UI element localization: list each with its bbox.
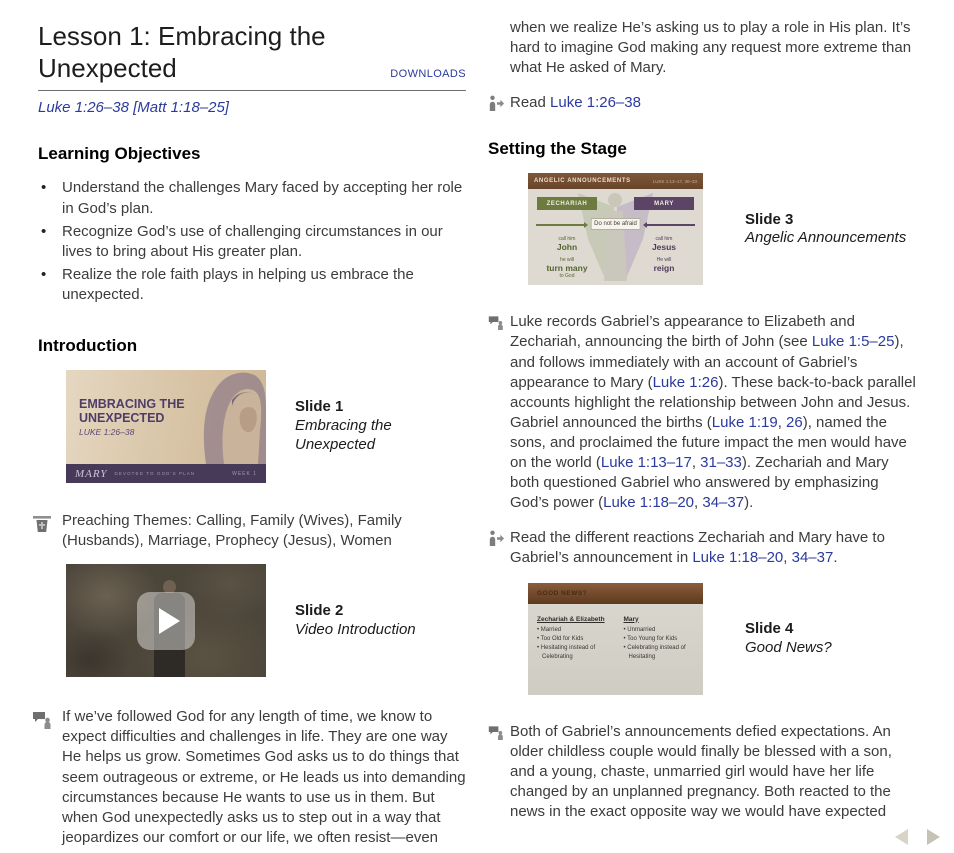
slide1-caption-label: Slide 1 (295, 398, 344, 416)
series-week: WEEK 1 (232, 470, 257, 477)
green-arrow (536, 224, 584, 225)
setting-the-stage-heading: Setting the Stage (488, 139, 627, 159)
scripture-link[interactable]: Luke 1:18–20 (692, 549, 784, 567)
slide3-caption-title: Angelic Announcements (745, 229, 907, 247)
speaker-icon (488, 314, 504, 330)
preaching-themes-text: Preaching Themes: Calling, Family (Wives), Family (Husbands), Marriage, Prophecy (Jesus), Women (62, 512, 402, 550)
slide2-video-thumbnail[interactable] (66, 564, 266, 677)
slide3-header-bar: ANGELIC ANNOUNCEMENTS LUKE 1:13–17, 30–33 (528, 173, 703, 189)
slide3-caption-label: Slide 3 (745, 210, 794, 228)
scripture-link[interactable]: Luke 1:26 (652, 373, 719, 391)
learning-objectives-list (38, 178, 466, 305)
slide1-art-reference: LUKE 1:26–38 (79, 427, 135, 438)
slide4-list-item: • Too Old for Kids (537, 635, 613, 644)
slide1-caption (295, 398, 466, 454)
slide1-series-bar (66, 464, 266, 483)
objective-item: • Understand the challenges Mary faced by accepting her role in God’s plan. (38, 178, 466, 218)
read-action-row (488, 93, 916, 113)
prev-arrow-icon[interactable] (895, 829, 908, 845)
slide1-caption-title: Embracing the Unexpected (295, 417, 392, 453)
stage-paragraph-row (488, 312, 916, 513)
slide2-caption-label: Slide 2 (295, 601, 344, 619)
passage-reference-link[interactable]: Luke 1:26–38 [Matt 1:18–25] (38, 99, 229, 117)
objective-item: • Realize the role faith plays in helping us embrace the unexpected. (38, 265, 466, 305)
left-column (38, 12, 466, 848)
scripture-link[interactable]: Luke 1:19 (711, 413, 778, 431)
right-column (488, 12, 916, 848)
learning-objectives-heading: Learning Objectives (38, 144, 201, 164)
slide4-row (528, 583, 916, 695)
slide4-zechariah-column: Zechariah & Elizabeth • Married • Too Old for Kids • Hesitating instead of Celebrating (537, 616, 613, 662)
stage-paragraph: Luke records Gabriel’s appearance to Elizabeth and Zechariah, announcing the birth of John (see Luke 1:5–25), and follows immediately with an account of Gabriel’s appearance to Mary (Luke 1:26). These back-to-back parallel accounts highlight the relationship between John and Jesus. Gabriel announced the births (Luke 1:19, 26), named the sons, and proclaimed the future impact the men would have on the world (Luke 1:13–17, 31–33). Zechariah and Mary both questioned Gabriel who answered by emphasizing God’s power (Luke 1:18–20, 34–37). (510, 313, 916, 512)
read-action-row-2 (488, 528, 916, 568)
scripture-link[interactable]: 34–37 (791, 549, 834, 567)
slide3-left-text: call him John he will turn many to God (546, 236, 588, 280)
slide2-row (66, 564, 466, 677)
slide3-center-label: Do not be afraid (590, 218, 641, 230)
person-arrow-icon (488, 95, 504, 111)
closing-paragraph: Both of Gabriel’s announcements defied expectations. An older childless couple would finally be blessed with a son, and a young, chaste, unmarried girl would have her life changed by an unplanned pregnancy. Both reacted to the news in the exact opposite way we would have expected (510, 722, 892, 820)
slide4-header-bar: GOOD NEWS? (528, 583, 703, 604)
scripture-link[interactable]: 34–37 (702, 494, 745, 512)
speaker-icon (32, 709, 52, 729)
slide3-zechariah-box: ZECHARIAH (537, 197, 597, 210)
slide3-row (528, 173, 916, 285)
slide4-list-item: • Celebrating instead of Hesitating (624, 644, 700, 662)
person-arrow-icon (488, 530, 504, 546)
slide4-list-item: • Unmarried (624, 626, 700, 635)
slide4-list-item: • Hesitating instead of Celebrating (537, 644, 613, 662)
slide1-thumbnail[interactable] (66, 370, 266, 483)
read-instruction-1: Read Luke 1:26–38 (510, 94, 641, 112)
next-arrow-icon[interactable] (927, 829, 940, 845)
series-tagline: DEVOTED TO GOD’S PLAN (114, 471, 196, 477)
slide2-caption (295, 602, 416, 640)
pulpit-icon (32, 513, 52, 533)
slide4-thumbnail[interactable] (528, 583, 703, 695)
scripture-link[interactable]: Luke 1:18–20 (603, 494, 695, 512)
page-navigation (895, 829, 940, 845)
play-button[interactable] (137, 592, 195, 650)
slide4-list-item: • Too Young for Kids (624, 635, 700, 644)
scripture-link[interactable]: 31–33 (700, 454, 742, 472)
slide1-row (66, 370, 466, 483)
slide4-mary-column: Mary • Unmarried • Too Young for Kids • Celebrating instead of Hesitating (624, 616, 700, 662)
series-name: MARY (75, 467, 108, 480)
teaching-paragraph-row (32, 707, 466, 848)
purple-arrow (647, 224, 695, 225)
slide3-thumbnail[interactable] (528, 173, 703, 285)
slide4-columns (537, 616, 699, 662)
slide3-mary-box: MARY (634, 197, 694, 210)
document-header (38, 12, 466, 91)
scripture-link[interactable]: 26 (786, 413, 803, 431)
slide4-caption-title: Good News? (745, 638, 832, 656)
scripture-link[interactable]: Luke 1:13–17 (600, 454, 692, 472)
slide1-art-title: EMBRACING THE UNEXPECTED (79, 397, 185, 426)
scripture-link[interactable]: Luke 1:5–25 (811, 333, 895, 351)
slide3-caption (745, 211, 906, 249)
objective-item: • Recognize God’s use of challenging circumstances in our lives to bring about His greater plan. (38, 222, 466, 262)
play-icon (159, 608, 180, 634)
downloads-button[interactable]: DOWNLOADS (390, 68, 466, 81)
slide4-list-item: • Married (537, 626, 613, 635)
speaker-icon (488, 724, 504, 740)
introduction-heading: Introduction (38, 336, 138, 356)
slide4-caption (745, 620, 832, 658)
read-instruction-2: Read the different reactions Zechariah and Mary have to Gabriel’s announcement in Luke 1:18–20, 34–37. (510, 529, 885, 567)
slide3-right-text: call him Jesus He will reign (651, 236, 677, 273)
slide2-caption-title: Video Introduction (295, 620, 416, 638)
slide4-caption-label: Slide 4 (745, 619, 794, 637)
continuation-paragraph: when we realize He’s asking us to play a role in His plan. It’s hard to imagine God making any request more extreme than what He asked of Mary. (510, 19, 912, 77)
preaching-themes-row (32, 511, 466, 551)
scripture-link[interactable]: Luke 1:26–38 (550, 94, 641, 112)
page-title: Lesson 1: Embracing the Unexpected (38, 21, 326, 84)
closing-paragraph-row (488, 722, 916, 822)
introduction-paragraph: If we’ve followed God for any length of time, we know to expect difficulties and challenges in life. They are one way He helps us grow. Sometimes God asks us to do things that seem outrageous or extreme, or He leads us into demanding circumstances because He wants to use us in them. But when God unexpectedly asks us to step out in a way that jeopardizes our comfort or our life, we often resist—even (62, 708, 466, 846)
